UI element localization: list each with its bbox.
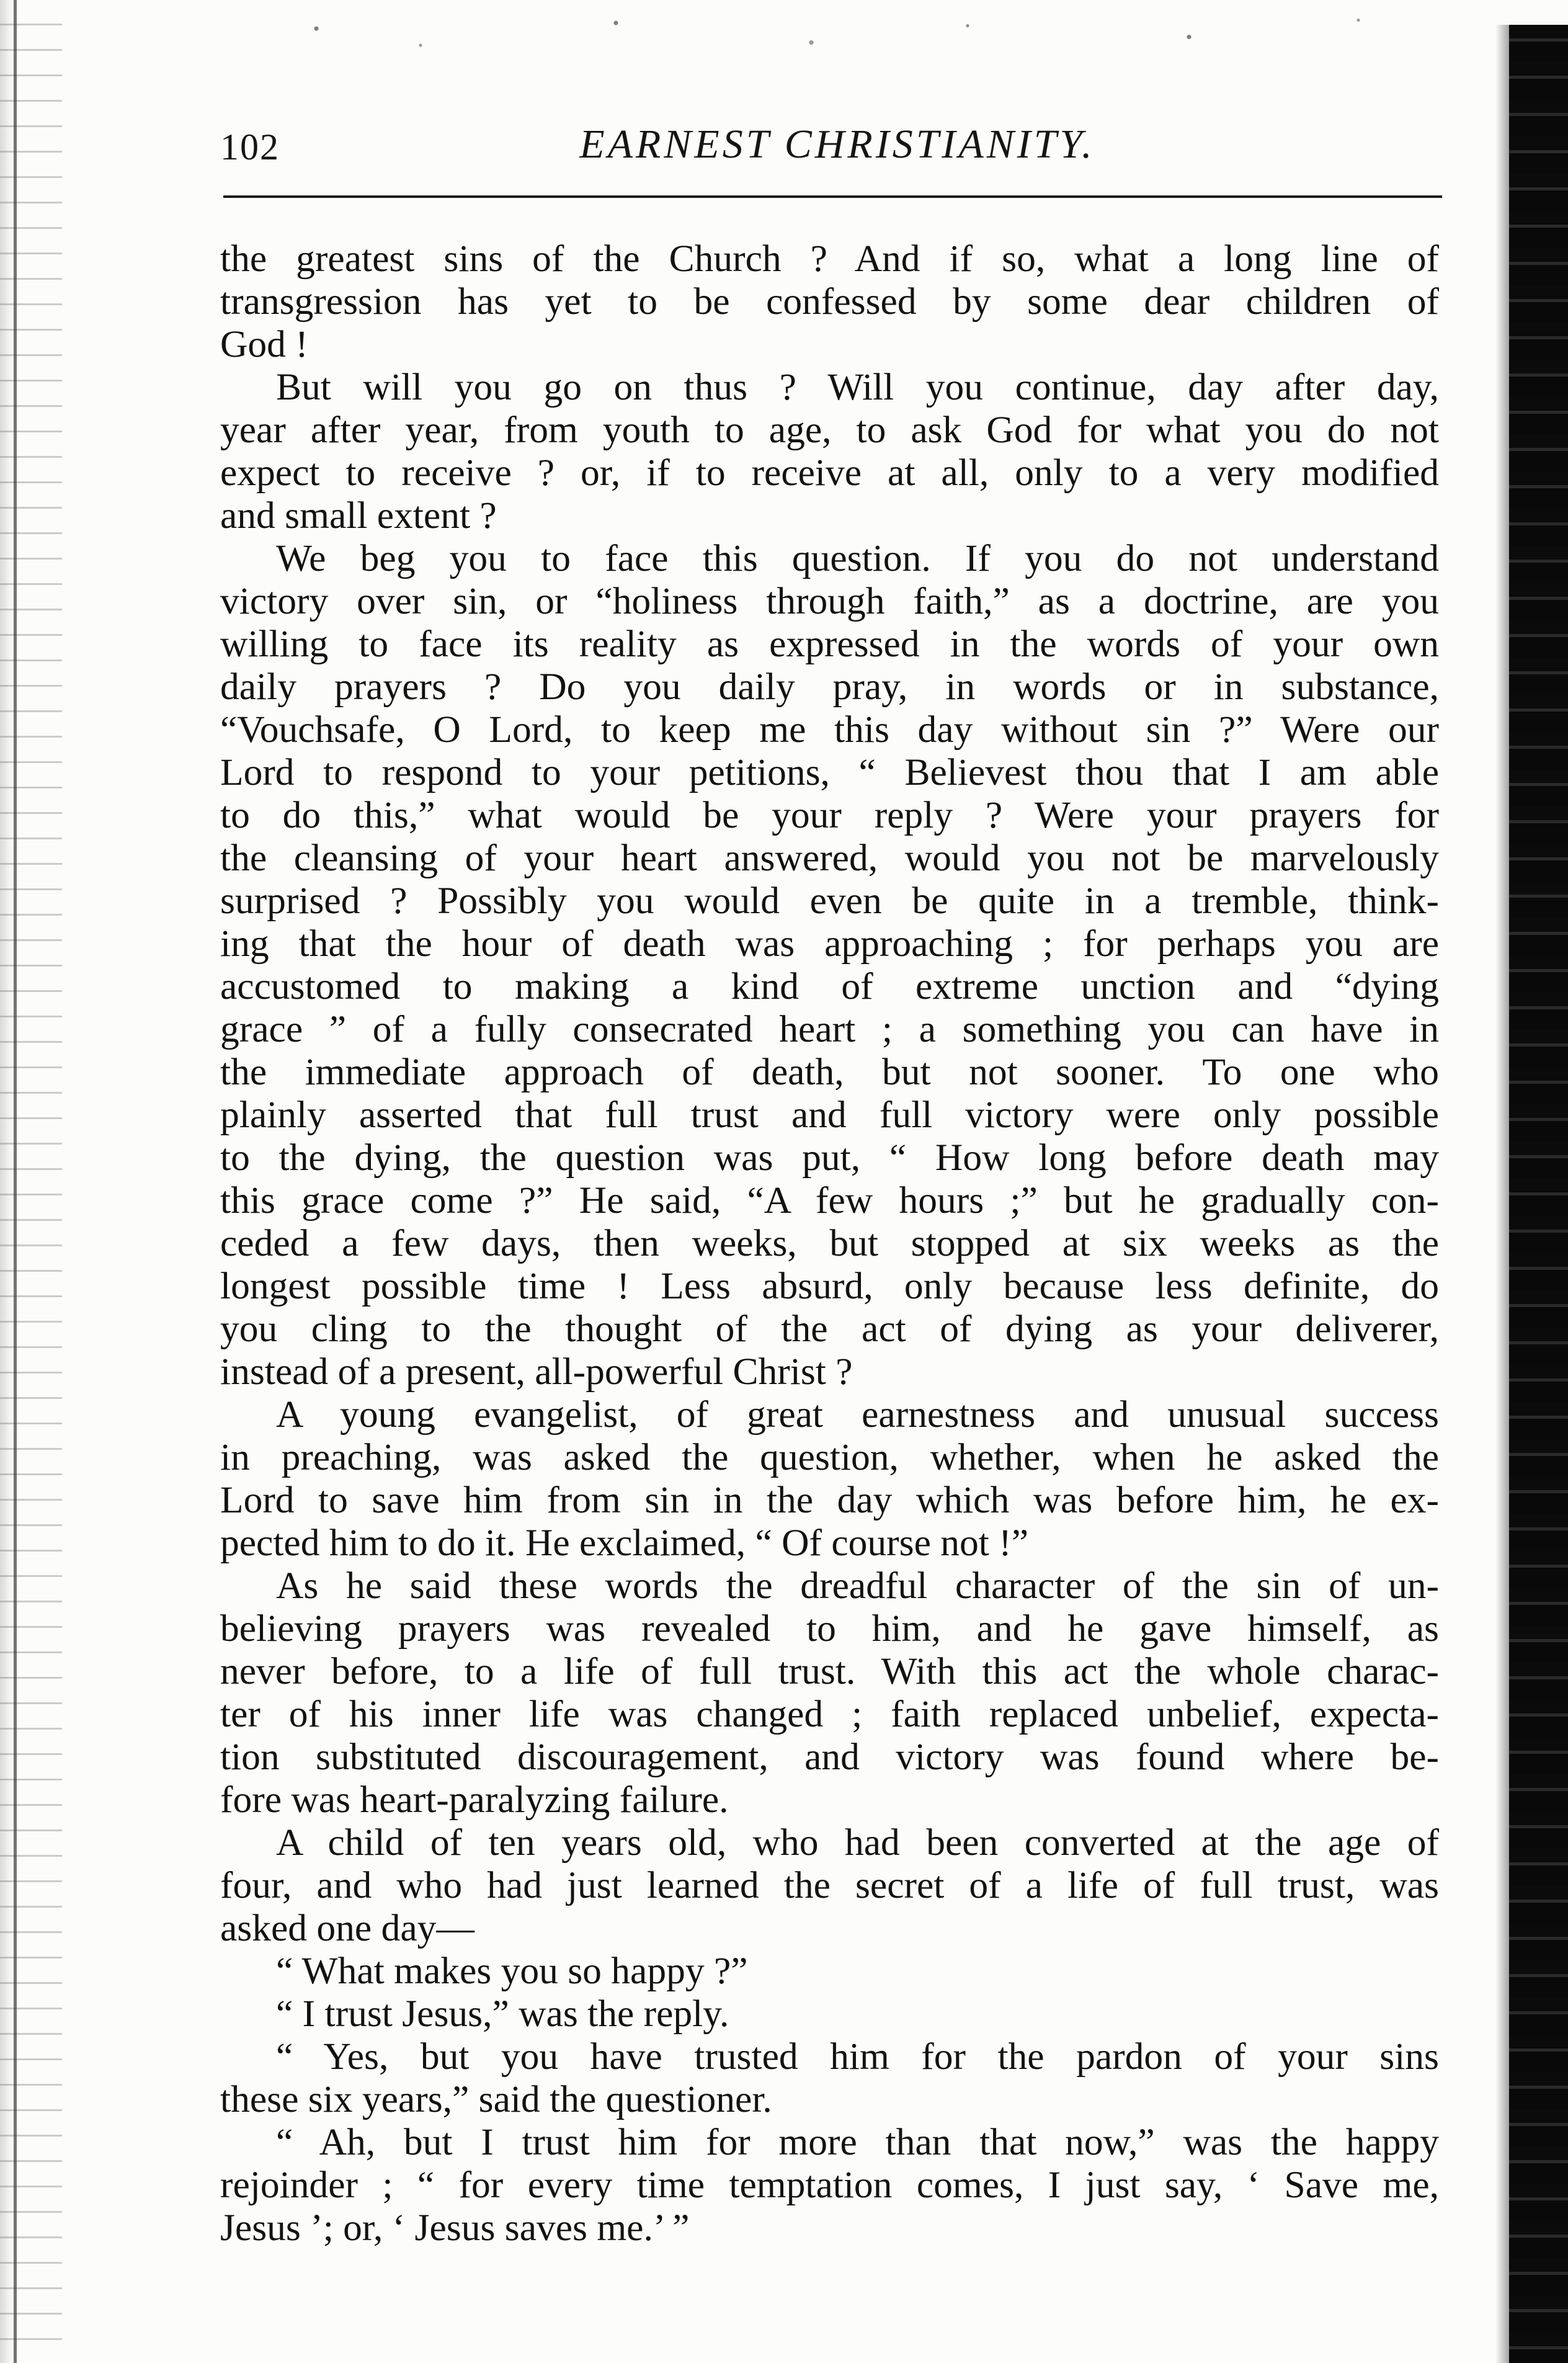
- text-line: believing prayers was revealed to him, and he gave himself, as: [220, 1607, 1439, 1650]
- text-line: plainly asserted that full trust and full victory were only possible: [220, 1094, 1439, 1136]
- right-binding-edge: [1509, 25, 1568, 2363]
- text-line: accustomed to making a kind of extreme unction and “dying: [220, 965, 1439, 1007]
- text-line: instead of a present, all-powerful Christ ?: [220, 1351, 853, 1393]
- text-line: As he said these words the dreadful character of the sin of un-: [276, 1565, 1439, 1607]
- running-title: EARNEST CHRISTIANITY.: [579, 122, 1095, 167]
- text-line: Lord to save him from sin in the day which was before him, he ex-: [220, 1479, 1439, 1521]
- text-line: fore was heart-paralyzing failure.: [220, 1779, 729, 1821]
- text-line: “ Ah, but I trust him for more than that now,” was the happy: [276, 2121, 1439, 2163]
- text-line: the cleansing of your heart answered, would you not be marvelously: [220, 837, 1439, 879]
- text-line: “ Yes, but you have trusted him for the pardon of your sins: [276, 2035, 1439, 2078]
- text-line: victory over sin, or “holiness through faith,” as a doctrine, are you: [220, 580, 1439, 622]
- text-line: expect to receive ? or, if to receive at all, only to a very modified: [220, 452, 1439, 494]
- scan-specks: [186, 6, 1489, 62]
- text-line: and small extent ?: [220, 494, 497, 537]
- left-edge-line: [14, 0, 17, 2363]
- page-number: 102: [220, 127, 280, 168]
- text-line: grace ” of a fully consecrated heart ; a something you can have in: [220, 1008, 1439, 1050]
- text-line: transgression has yet to be confessed by some dear children of: [220, 280, 1439, 323]
- text-line: Jesus ’; or, ‘ Jesus saves me.’ ”: [220, 2207, 690, 2249]
- text-line: these six years,” said the questioner.: [220, 2078, 772, 2120]
- text-line: tion substituted discouragement, and victory was found where be-: [220, 1736, 1439, 1778]
- text-line: ceded a few days, then weeks, but stopped at six weeks as the: [220, 1222, 1439, 1264]
- text-line: We beg you to face this question. If you do not understand: [276, 537, 1439, 579]
- text-line: “Vouchsafe, O Lord, to keep me this day without sin ?” Were our: [220, 708, 1439, 751]
- text-line: God !: [220, 323, 308, 365]
- text-line: A young evangelist, of great earnestness and unusual success: [276, 1393, 1439, 1436]
- text-line: A child of ten years old, who had been converted at the age of: [276, 1821, 1439, 1864]
- text-line: four, and who had just learned the secret of a life of full trust, was: [220, 1864, 1439, 1906]
- text-line: in preaching, was asked the question, whether, when he asked the: [220, 1436, 1439, 1478]
- text-line: to do this,” what would be your reply ? Were your prayers for: [220, 794, 1439, 836]
- text-line: to the dying, the question was put, “ How long before death may: [220, 1137, 1439, 1179]
- text-line: year after year, from youth to age, to ask God for what you do not: [220, 409, 1439, 451]
- text-line: daily prayers ? Do you daily pray, in words or in substance,: [220, 666, 1439, 708]
- text-line: ter of his inner life was changed ; faith replaced unbelief, expecta-: [220, 1693, 1439, 1735]
- text-line: “ I trust Jesus,” was the reply.: [276, 1993, 729, 2035]
- text-line: ing that the hour of death was approaching ; for perhaps you are: [220, 922, 1439, 965]
- text-line: rejoinder ; “ for every time temptation comes, I just say, ‘ Save me,: [220, 2164, 1439, 2206]
- text-line: asked one day—: [220, 1907, 474, 1949]
- text-line: But will you go on thus ? Will you continue, day after day,: [276, 366, 1439, 408]
- text-line: this grace come ?” He said, “A few hours ;” but he gradually con-: [220, 1179, 1439, 1222]
- text-line: longest possible time ! Less absurd, only because less definite, do: [220, 1265, 1439, 1307]
- text-line: the greatest sins of the Church ? And if so, what a long line of: [220, 238, 1439, 280]
- header-rule: [223, 195, 1442, 198]
- left-scan-edge: [0, 0, 62, 2363]
- text-line: “ What makes you so happy ?”: [276, 1950, 748, 1992]
- text-line: surprised ? Possibly you would even be quite in a tremble, think-: [220, 880, 1439, 922]
- page-header: [220, 115, 1442, 183]
- text-line: never before, to a life of full trust. With this act the whole charac-: [220, 1650, 1439, 1692]
- text-line: you cling to the thought of the act of dying as your deliverer,: [220, 1308, 1439, 1350]
- text-line: the immediate approach of death, but not sooner. To one who: [220, 1051, 1439, 1093]
- text-line: willing to face its reality as expressed in the words of your own: [220, 623, 1439, 665]
- binding-shadow: [1495, 25, 1509, 2363]
- text-line: Lord to respond to your petitions, “ Believest thou that I am able: [220, 751, 1439, 793]
- text-line: pected him to do it. He exclaimed, “ Of course not !”: [220, 1522, 1029, 1564]
- body-text: [220, 238, 1439, 2249]
